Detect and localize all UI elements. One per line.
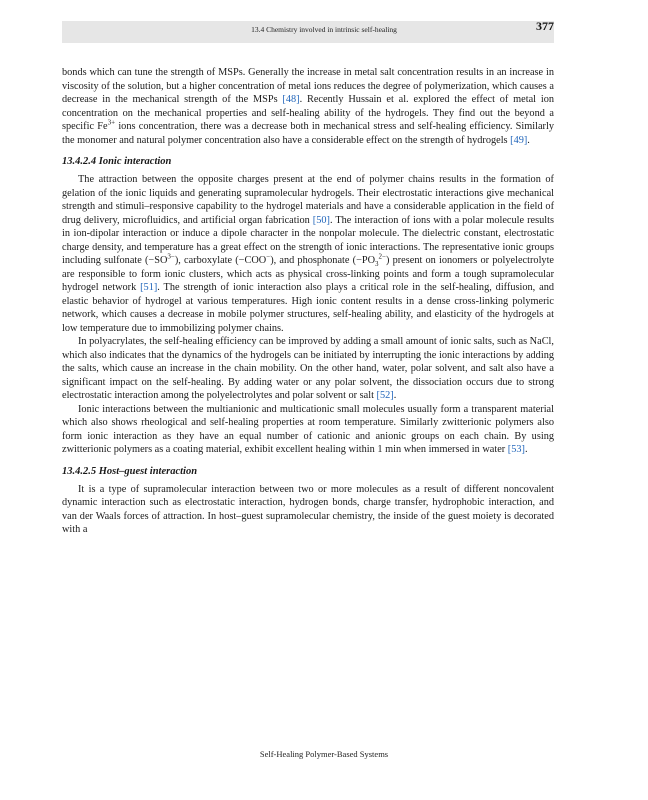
citation-48[interactable]: [48] — [282, 94, 300, 105]
paragraph-4: Ionic interactions between the multianionic and multicationic small molecules usually form a transparent material which also shows rheological and self-healing properties at room temperature. Similarly zwitterionic polymers also form ionic interaction as they have an equal number of cationic and anionic groups on each chain. By using zwitterionic polymers as a coating material, exhibit excellent healing within 1 min when immersed in water [53]. — [62, 403, 554, 455]
paragraph-1: bonds which can tune the strength of MSPs. Generally the increase in metal salt concentration results in an increase in viscosity of the solution, but a higher concentration of metal ions reduces the degree of polymerization, which causes a decrease in the mechanical strength of the MSPs [48]. Recently Hussain et al. explored the effect of metal ion concentration on the mechanical properties and self-healing ability of the hydrogels. They find out the beyond a specific $Fe^{3+}$ ions concentration, there was a decrease both in mechanical stress and self-healing efficiency. Similarly the monomer and natural polymer concentration also have a considerable effect on the strength of hydrogels [49]. — [62, 67, 554, 146]
citation-49[interactable]: [49] — [510, 134, 528, 146]
citation-51[interactable]: [51] — [140, 282, 158, 293]
paragraph-3: In polyacrylates, the self-healing efficiency can be improved by adding a small amount of ionic salts, such as NaCl, which also indicates that the dynamics of the hydrogels can be initiated by interrupting the ionic interactions by adding the salts, which cause an increase in the chain mobility. On the other hand, water, polar solvent, and salt also have a significant impact on the self-healing. By adding water or any polar solvent, the dissociation occurs due to strong electrostatic interaction among the polyelectrolytes and polar solvent or salt [52]. — [62, 336, 554, 401]
footer-book-title: Self-Healing Polymer-Based Systems — [259, 749, 389, 759]
citation-52[interactable]: [52] — [376, 390, 394, 401]
page-number: 377 — [536, 19, 554, 33]
paragraph-5: It is a type of supramolecular interaction between two or more molecules as a result of different noncovalent dynamic interaction such as electrostatic interaction, hydrogen bonds, charge transfer, hydrophobic interaction, and van der Waals forces of attraction. In host–guest supramolecular chemistry, the inside of the guest moiety is decorated with a — [62, 483, 554, 535]
section-heading-host-guest-interaction: 13.4.2.5 Host–guest interaction — [62, 465, 198, 477]
section-heading-ionic-interaction: 13.4.2.4 Ionic interaction — [62, 156, 172, 167]
running-header-title: 13.4 Chemistry involved in intrinsic self-healing — [251, 25, 397, 34]
citation-50[interactable]: [50] — [312, 214, 330, 226]
page-body — [62, 66, 554, 537]
citation-53[interactable]: [53] — [507, 444, 525, 455]
paragraph-2: The attraction between the opposite charges present at the end of polymer chains results in the formation of gelation of the ionic liquids and generating supramolecular hydrogels. Their electrostatic interactions give mechanical strength and stimuli–responsive capability to the hydrogel materials and have a considerable application in the field of drug delivery, microfluidics, and artificial organ fabrication [50]. The interaction of ions with a polar molecule results in ion-dipolar interaction or induce a dipole character in the nonpolar molecule. The dielectric constant, electrostatic charge density, and temperature has a great effect on the strength of ionic interactions. The representative ionic groups including sulfonate $(-SO^{3-})$, carboxylate (−COO−), and phosphonate $(-PO_3^{2-})$ present on ionomers or polyelectrolyte are responsible to form ionic clusters, which acts as physical cross-linking points and form a tough supramolecular hydrogel network [51]. The strength of ionic interaction also plays a critical role in the self-healing, diffusion, and elastic behavior of hydrogel at various temperatures. High ionic content results in a dense cross-linking polymeric network, which causes a decrease in mobile polymer structures, self-healing ability, and elasticity of the hydrogels at low temperature due to immobilizing polymer chains. — [62, 174, 555, 334]
